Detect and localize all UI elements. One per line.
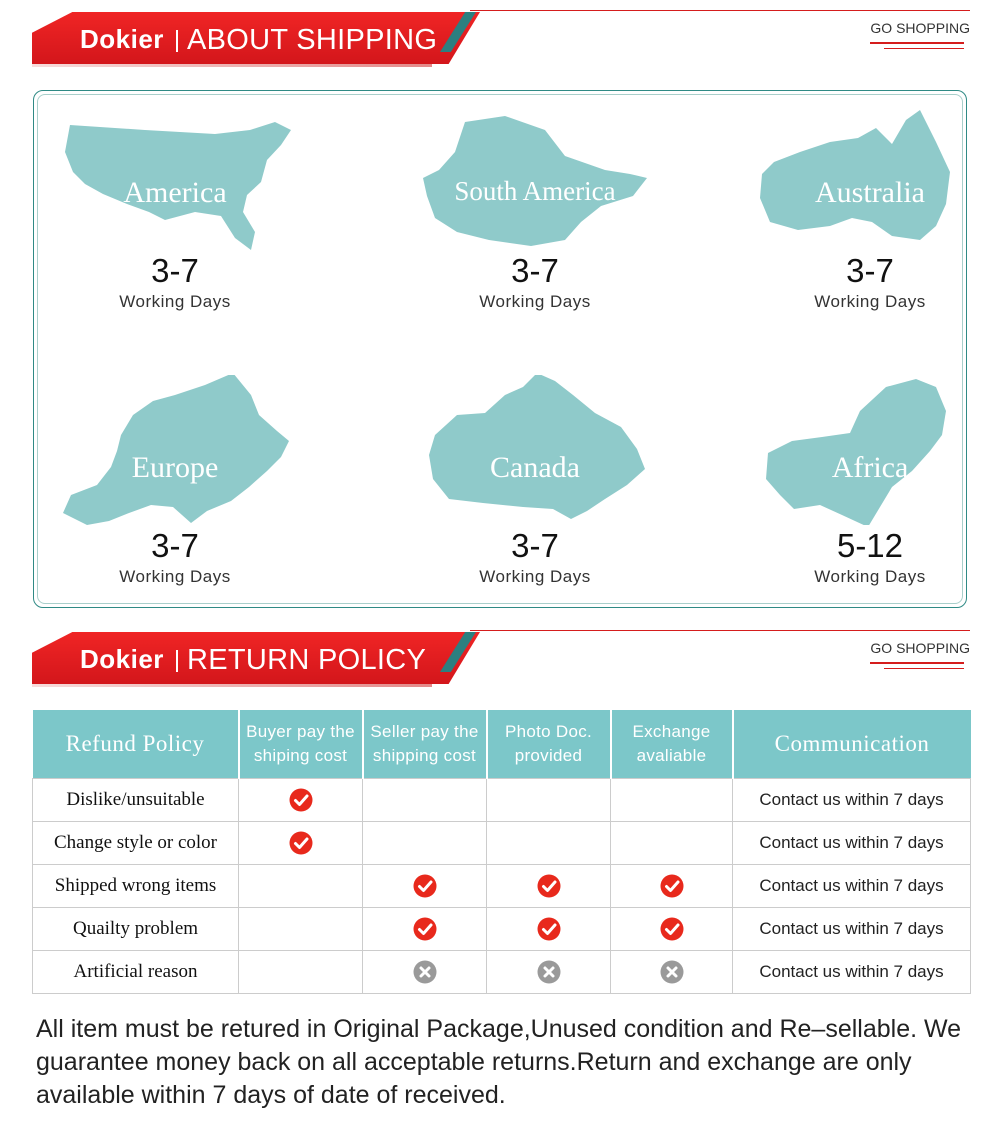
cell-seller <box>363 865 487 908</box>
cell-photo <box>487 822 611 865</box>
header-buyer-pay: Buyer pay the shiping cost <box>239 710 363 779</box>
brand-name: Dokier <box>80 644 164 674</box>
cell-photo <box>487 951 611 994</box>
header-refund-policy: Refund Policy <box>33 710 239 779</box>
canada-map-icon <box>405 375 665 525</box>
row-label: Dislike/unsuitable <box>33 779 239 822</box>
go-shopping-underline <box>870 42 964 44</box>
cell-exchange <box>611 779 733 822</box>
cell-photo <box>487 865 611 908</box>
delivery-days: 3-7 <box>151 527 199 564</box>
table-header-row <box>33 710 971 779</box>
header-shadow <box>32 684 432 687</box>
go-shopping-link[interactable]: GO SHOPPING <box>870 20 970 36</box>
working-days-label: Working Days <box>479 292 591 311</box>
table-row <box>33 822 971 865</box>
europe-map-icon <box>45 375 305 525</box>
region-canada <box>405 375 665 635</box>
delivery-days: 3-7 <box>511 252 559 289</box>
cell-seller <box>363 908 487 951</box>
south-america-map-icon <box>405 100 665 250</box>
contact-cell: Contact us within 7 days <box>733 822 971 865</box>
working-days-label: Working Days <box>814 292 926 311</box>
cell-exchange <box>611 865 733 908</box>
check-icon <box>660 874 684 898</box>
check-icon <box>537 917 561 941</box>
contact-cell: Contact us within 7 days <box>733 908 971 951</box>
go-shopping-underline <box>884 48 964 49</box>
row-label: Change style or color <box>33 822 239 865</box>
region-name: South America <box>454 176 616 206</box>
cell-buyer <box>239 908 363 951</box>
region-name: Europe <box>131 451 219 484</box>
cell-exchange <box>611 822 733 865</box>
region-europe <box>45 375 305 635</box>
header-rule <box>470 10 970 11</box>
region-south-america <box>405 100 665 360</box>
cell-photo <box>487 908 611 951</box>
row-label: Quailty problem <box>33 908 239 951</box>
region-america <box>45 100 305 360</box>
delivery-days: 3-7 <box>846 252 894 289</box>
cross-icon <box>413 960 437 984</box>
check-icon <box>413 874 437 898</box>
cell-exchange <box>611 951 733 994</box>
table-row <box>33 908 971 951</box>
header-exchange: Exchange avaliable <box>611 710 733 779</box>
region-name: Australia <box>815 176 925 209</box>
header-seller-pay: Seller pay the shipping cost <box>363 710 487 779</box>
brand-name: Dokier <box>80 24 164 54</box>
table-row <box>33 779 971 822</box>
delivery-days: 3-7 <box>511 527 559 564</box>
region-name: America <box>123 176 227 209</box>
contact-cell: Contact us within 7 days <box>733 951 971 994</box>
australia-map-icon <box>740 100 1000 250</box>
brand-separator <box>176 30 178 52</box>
cell-buyer <box>239 822 363 865</box>
delivery-days: 5-12 <box>836 527 904 564</box>
region-name: Africa <box>831 451 909 484</box>
row-label: Shipped wrong items <box>33 865 239 908</box>
check-icon <box>660 917 684 941</box>
header-shadow <box>32 64 432 67</box>
go-shopping-underline <box>870 662 964 664</box>
check-icon <box>289 788 313 812</box>
cell-photo <box>487 779 611 822</box>
region-australia <box>740 100 1000 360</box>
table-row <box>33 865 971 908</box>
contact-cell: Contact us within 7 days <box>733 779 971 822</box>
contact-cell: Contact us within 7 days <box>733 865 971 908</box>
america-map-icon <box>45 100 305 250</box>
cell-buyer <box>239 779 363 822</box>
delivery-days: 3-7 <box>151 252 199 289</box>
return-header <box>0 620 1000 690</box>
go-shopping-link[interactable]: GO SHOPPING <box>870 640 970 656</box>
header-photo-doc: Photo Doc. provided <box>487 710 611 779</box>
header-rule <box>470 630 970 631</box>
cross-icon <box>537 960 561 984</box>
region-africa <box>740 375 1000 635</box>
go-shopping-underline <box>884 668 964 669</box>
header-communication: Communication <box>733 710 971 779</box>
check-icon <box>413 917 437 941</box>
africa-map-icon <box>740 375 1000 525</box>
region-name: Canada <box>490 451 580 484</box>
row-label: Artificial reason <box>33 951 239 994</box>
working-days-label: Working Days <box>119 567 231 586</box>
return-note: All item must be retured in Original Package,Unused condition and Re–sellable. We guarantee money back on all acceptable returns.Return and exchange are only available within 7 days of date of received. <box>36 1015 962 1109</box>
working-days-label: Working Days <box>479 567 591 586</box>
cell-seller <box>363 951 487 994</box>
working-days-label: Working Days <box>119 292 231 311</box>
check-icon <box>289 831 313 855</box>
return-policy-table <box>32 710 971 994</box>
working-days-label: Working Days <box>814 567 926 586</box>
cell-seller <box>363 779 487 822</box>
cell-seller <box>363 822 487 865</box>
cell-buyer <box>239 865 363 908</box>
brand-separator <box>176 650 178 672</box>
cell-exchange <box>611 908 733 951</box>
cross-icon <box>660 960 684 984</box>
cell-buyer <box>239 951 363 994</box>
check-icon <box>537 874 561 898</box>
shipping-header <box>0 0 1000 70</box>
section-title: ABOUT SHIPPING <box>187 24 438 56</box>
table-row <box>33 951 971 994</box>
section-title: RETURN POLICY <box>187 644 427 676</box>
